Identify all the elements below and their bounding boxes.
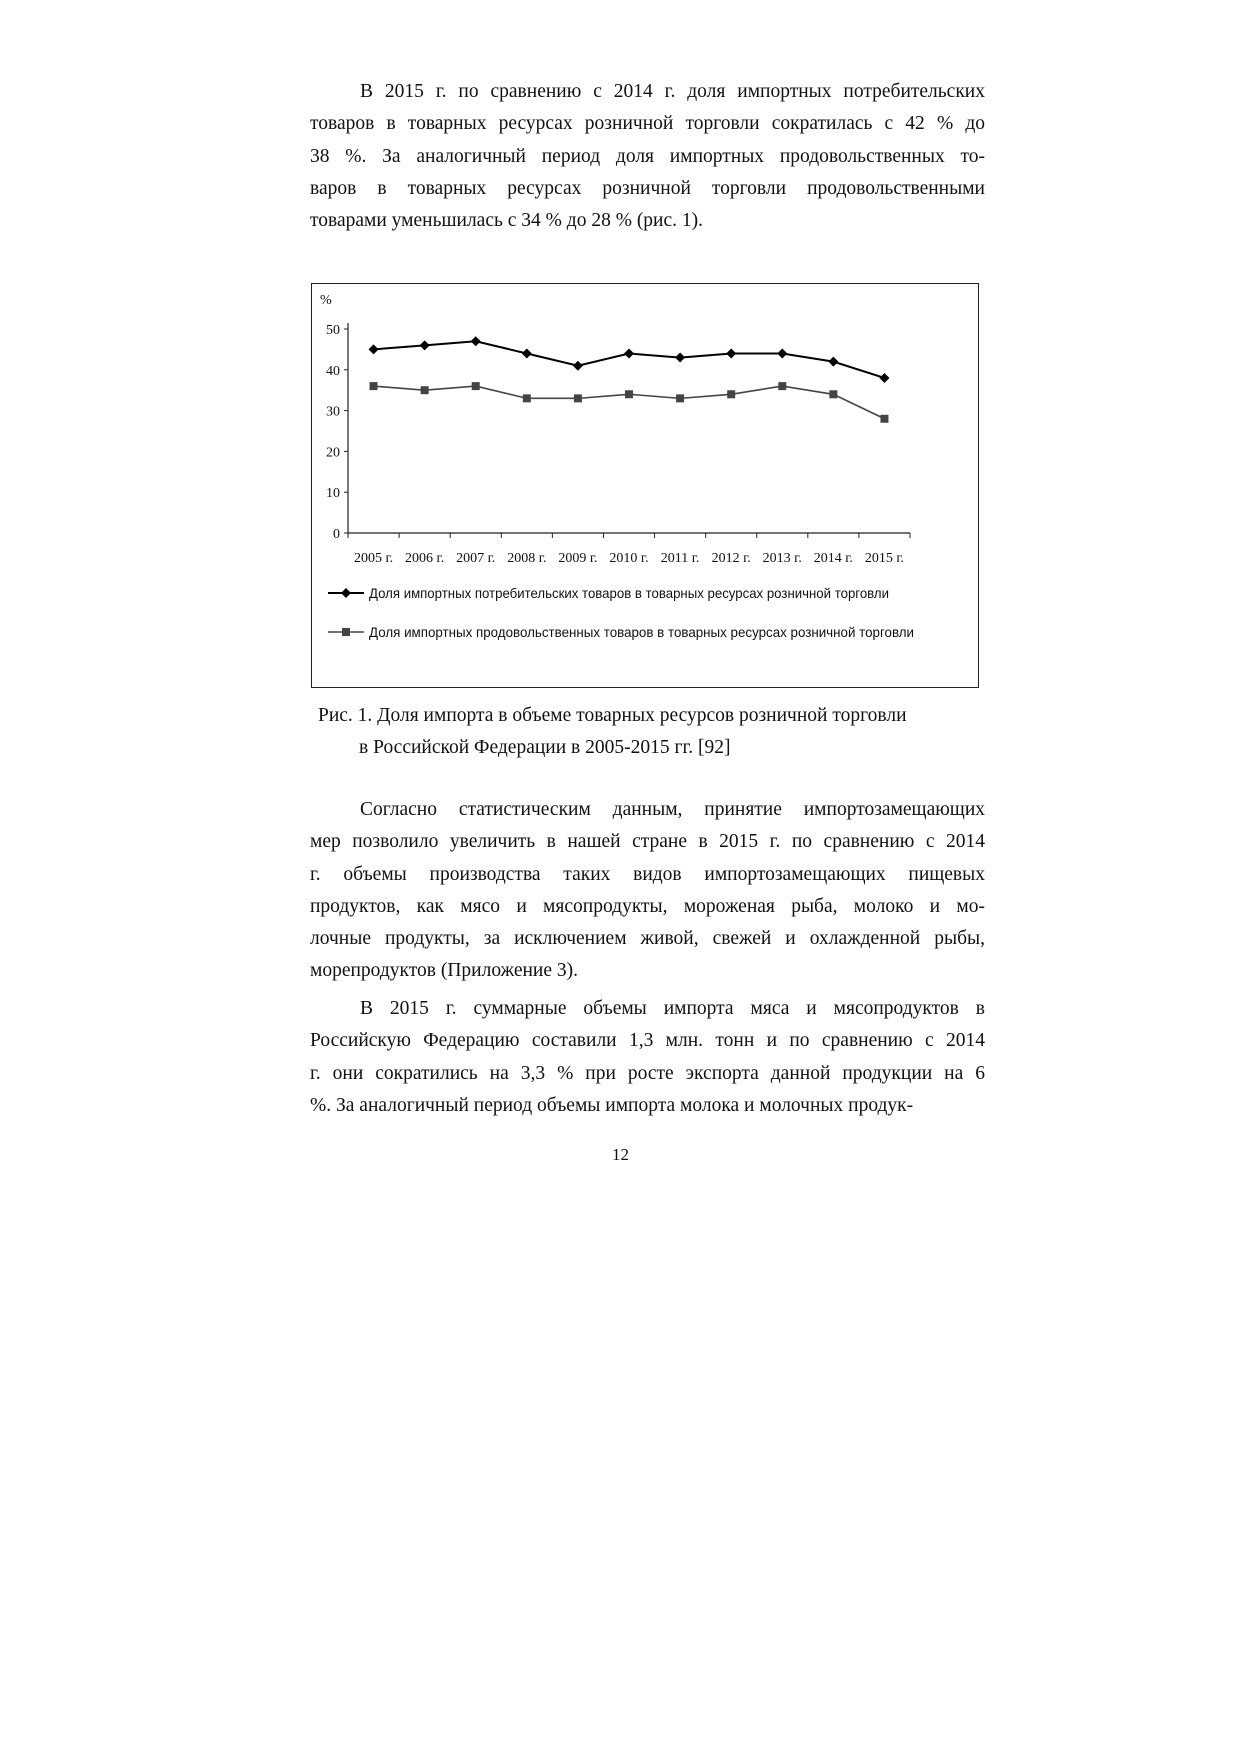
data-point-square (574, 394, 582, 402)
data-point-diamond (777, 348, 787, 358)
data-point-diamond (675, 353, 685, 363)
y-tick-label: 40 (326, 363, 340, 379)
data-point-diamond (420, 340, 430, 350)
x-tick-label: 2005 г. (353, 551, 394, 566)
data-point-diamond (726, 348, 736, 358)
text-line: товарами уменьшилась с 34 % до 28 % (рис. 1). (310, 210, 704, 232)
x-tick-label: 2011 г. (660, 551, 700, 566)
x-tick-label: 2007 г. (456, 551, 496, 566)
text-line: продуктов, как мясо и мясопродукты, мороженая рыба, молоко и мо- (310, 895, 985, 917)
text-line: г. они сократились на 3,3 % при росте экспорта данной продукции на 6 (310, 1062, 985, 1084)
data-point-square (370, 382, 378, 390)
y-axis-label: % (320, 293, 332, 308)
data-point-square (625, 390, 633, 398)
paragraph-3 (310, 993, 985, 1122)
x-tick-label: 2015 г. (864, 551, 905, 566)
data-point-diamond (624, 348, 634, 358)
text-line: лочные продукты, за исключением живой, свежей и охлажденной рыбы, (310, 928, 985, 950)
data-point-diamond (369, 344, 379, 354)
data-point-diamond (471, 336, 481, 346)
text-line: В 2015 г. суммарные объемы импорта мяса и мясопродуктов в (360, 998, 985, 1019)
x-tick-label: 2008 г. (507, 551, 547, 566)
page-number: 12 (612, 1145, 629, 1164)
y-tick-label: 20 (326, 445, 340, 461)
legend-marker-square (342, 628, 350, 636)
text-line: Согласно статистическим данным, принятие импортозамещающих (360, 799, 985, 820)
text-line: Российскую Федерацию составили 1,3 млн. тонн и по сравнению с 2014 (310, 1030, 985, 1052)
figure-chart (311, 283, 979, 688)
text-line: мер позволило увеличить в нашей стране в 2015 г. по сравнению с 2014 (310, 831, 985, 853)
data-point-diamond (828, 357, 838, 367)
data-point-diamond (522, 348, 532, 358)
text-line: 38 %. За аналогичный период доля импортных продовольственных то- (310, 145, 985, 167)
text-line: морепродуктов (Приложение 3). (310, 960, 579, 982)
legend-label: Доля импортных продовольственных товаров в товарных ресурсах розничной торговли (369, 624, 914, 640)
legend-label: Доля импортных потребительских товаров в товарных ресурсах розничной торговли (369, 585, 889, 601)
y-tick-label: 10 (326, 486, 340, 502)
text-line: варов в товарных ресурсах розничной торговли продовольственными (310, 177, 985, 199)
x-tick-label: 2014 г. (813, 551, 853, 566)
data-point-square (880, 415, 888, 423)
text-line: %. За аналогичный период объемы импорта молока и молочных продук- (310, 1094, 914, 1116)
legend-marker-diamond (341, 588, 351, 598)
x-tick-label: 2012 г. (711, 551, 751, 566)
paragraph-1 (310, 76, 985, 237)
text-line: г. объемы производства таких видов импортозамещающих пищевых (310, 863, 985, 885)
data-point-square (829, 390, 837, 398)
line-chart (312, 284, 980, 689)
text-line: товаров в товарных ресурсах розничной торговли сократилась с 42 % до (310, 113, 985, 135)
text-line: В 2015 г. по сравнению с 2014 г. доля импортных потребительских (360, 81, 985, 102)
x-tick-label: 2009 г. (558, 551, 598, 566)
data-point-square (472, 382, 480, 390)
data-point-square (727, 390, 735, 398)
x-tick-label: 2010 г. (609, 551, 649, 566)
caption-line-1: Рис. 1. Доля импорта в объеме товарных ресурсов розничной торговли (318, 705, 907, 726)
data-point-square (778, 382, 786, 390)
data-point-square (676, 394, 684, 402)
x-tick-label: 2006 г. (405, 551, 445, 566)
paragraph-2 (310, 794, 985, 988)
data-point-square (523, 394, 531, 402)
data-point-square (421, 386, 429, 394)
figure-caption (310, 700, 990, 764)
y-tick-label: 50 (326, 323, 340, 338)
y-tick-label: 0 (333, 527, 340, 542)
series-line (374, 341, 885, 378)
x-tick-label: 2013 г. (762, 551, 802, 566)
data-point-diamond (573, 361, 583, 371)
y-tick-label: 30 (326, 404, 340, 420)
caption-line-2: в Российской Федерации в 2005-2015 гг. [92] (359, 737, 731, 758)
data-point-diamond (879, 373, 889, 383)
